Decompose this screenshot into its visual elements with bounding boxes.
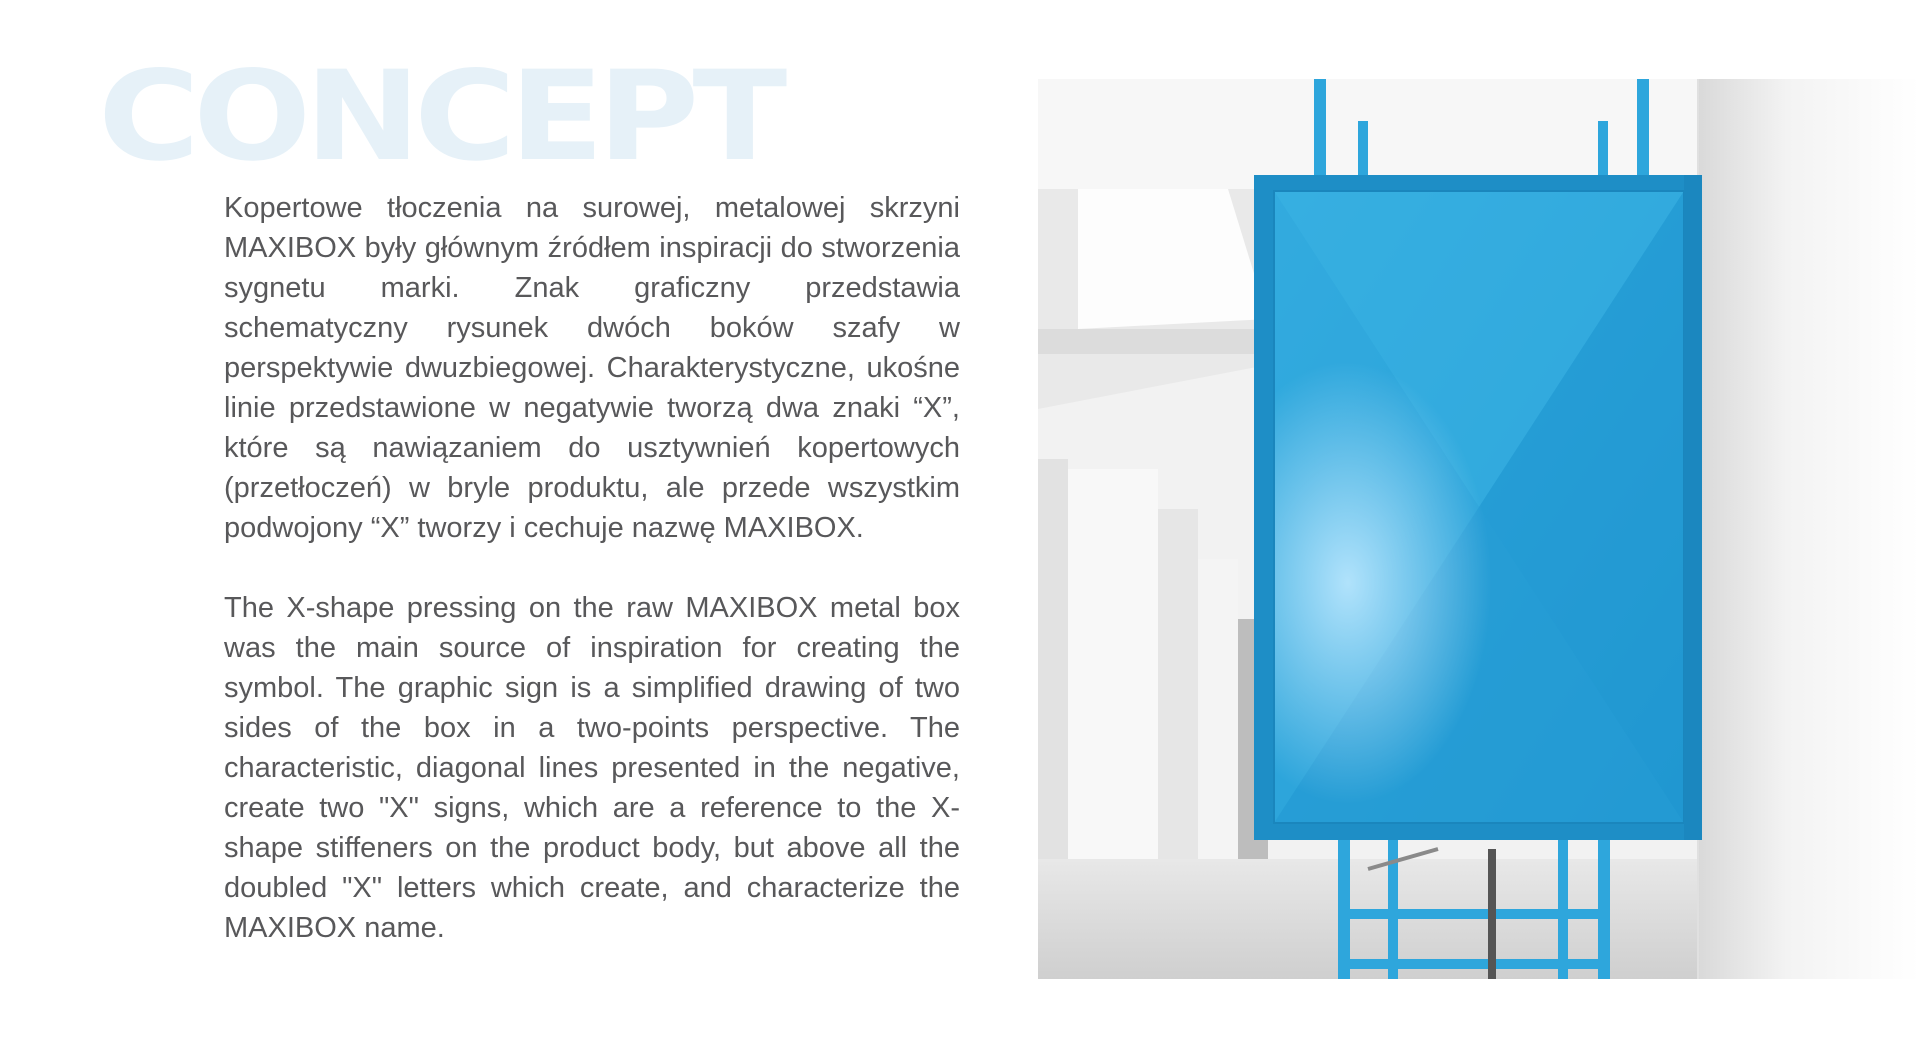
paragraph-english: The X-shape pressing on the raw MAXIBOX metal box was the main source of inspiration for creating the symbol. The graphic sign is a simplified drawing of two sides of the box in a two-points perspective. The characteristic, diagonal lines presented in the negative, create two "X" signs, which are a reference to the X-shape stiffeners on the product body, but above all the doubled "X" letters which create, and characterize the MAXIBOX name. (224, 592, 960, 944)
cabinet-photo (1038, 79, 1920, 979)
cabinet-photo-illustration (1038, 79, 1920, 979)
text-column (224, 188, 960, 988)
paragraph-polish: Kopertowe tłoczenia na surowej, metalowej skrzyni MAXIBOX były głównym źródłem inspiracji do stworzenia sygnetu marki. Znak graficzny przedstawia schematyczny rysunek dwóch boków szafy w perspektywie dwuzbiegowej. Charakterystyczne, ukośne linie przedstawione w negatywie tworzą dwa znaki “X”, które są nawiązaniem do usztywnień kopertowych (przetłoczeń) w bryle produktu, ale przede wszystkim podwojony “X” tworzy i cechuje nazwę MAXIBOX. (224, 192, 960, 544)
page-title: CONCEPT (98, 45, 781, 189)
